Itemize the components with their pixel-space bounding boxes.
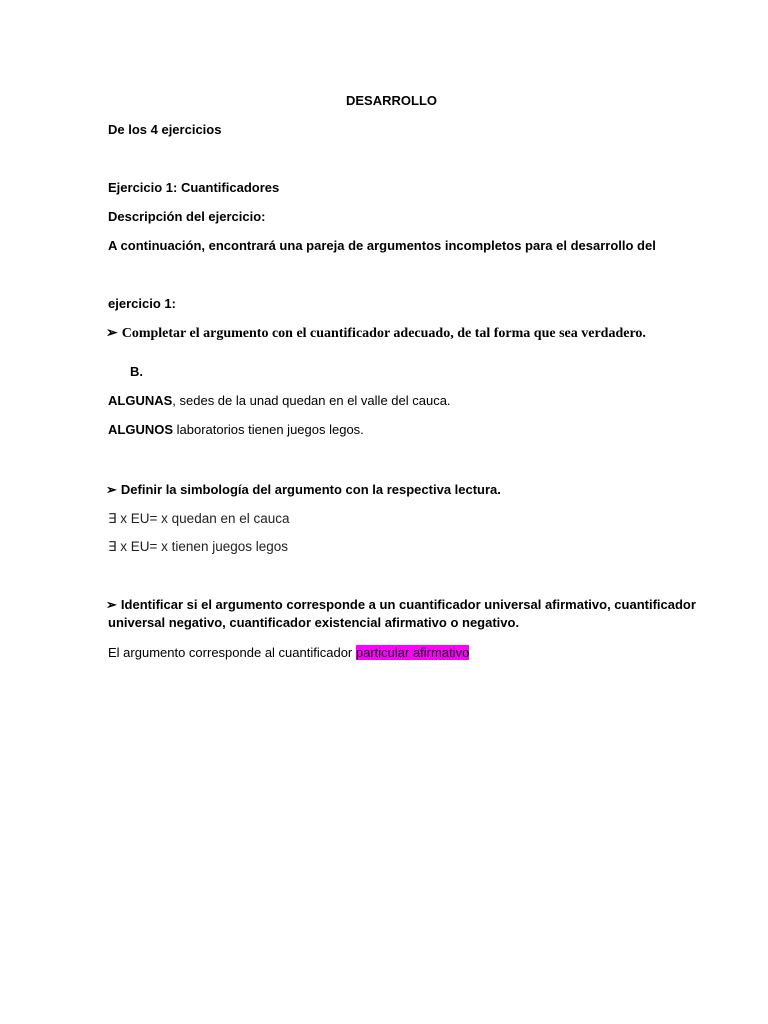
- bullet-arrow-icon: ➢: [106, 597, 117, 612]
- instruction-3-text: Identificar si el argumento corresponde a un cuantificador universal afirmativo, cuantificador: [120, 597, 696, 612]
- document-title: DESARROLLO: [346, 93, 437, 108]
- symbol-line-2: ∃ x EU= x tienen juegos legos: [108, 539, 289, 554]
- item-letter: B.: [130, 364, 143, 379]
- instruction-1-text: Completar el argumento con el cuantificador adecuado, de tal forma que sea verdadero.: [121, 326, 646, 341]
- symbol-line-1: ∃ x EU= x quedan en el cauca: [108, 511, 290, 526]
- instruction-2-text: Definir la simbología del argumento con la respectiva lectura.: [120, 482, 501, 497]
- instruction-2: [106, 482, 501, 498]
- description-label: Descripción del ejercicio:: [108, 209, 266, 224]
- answer-highlight: particular afirmativo: [355, 645, 470, 660]
- argument-2: [108, 422, 364, 438]
- bullet-arrow-icon: ➢: [106, 482, 117, 497]
- instruction-3-line-1: [106, 597, 696, 613]
- argument-2-rest: laboratorios tienen juegos legos.: [173, 422, 364, 437]
- exercise-reference: ejercicio 1:: [108, 296, 176, 311]
- description-text: A continuación, encontrará una pareja de argumentos incompletos para el desarrollo del: [108, 238, 656, 253]
- argument-2-quantifier: ALGUNOS: [108, 422, 173, 437]
- instruction-1: [106, 326, 646, 342]
- answer-prefix: El argumento corresponde al cuantificador: [108, 645, 356, 660]
- bullet-arrow-icon: ➢: [106, 326, 118, 341]
- argument-1: [108, 393, 451, 409]
- answer-line: [108, 645, 469, 661]
- instruction-3-line-2: universal negativo, cuantificador existencial afirmativo o negativo.: [108, 615, 520, 630]
- argument-1-rest: , sedes de la unad quedan en el valle del cauca.: [172, 393, 451, 408]
- exercise-heading: Ejercicio 1: Cuantificadores: [108, 180, 280, 195]
- intro-text: De los 4 ejercicios: [108, 122, 222, 137]
- argument-1-quantifier: ALGUNAS: [108, 393, 173, 408]
